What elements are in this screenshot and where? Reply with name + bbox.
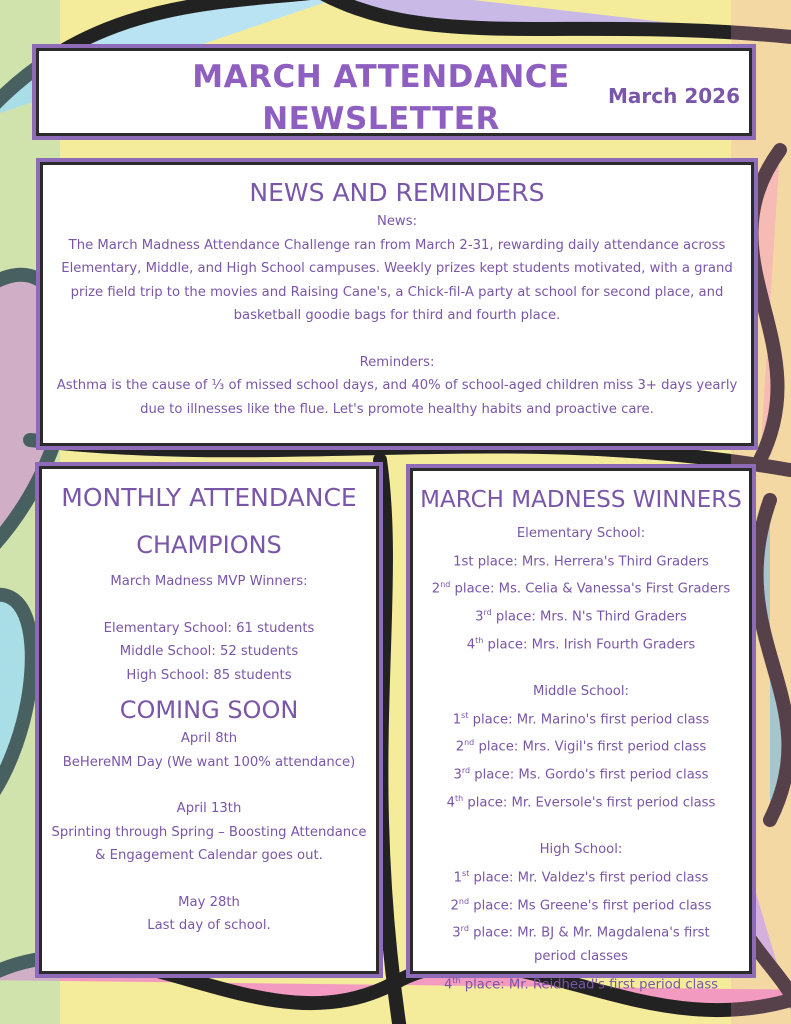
text-span: 3 — [475, 609, 484, 625]
text-span: 3 — [452, 925, 461, 941]
text-span: place: Ms. Gordo's first period class — [470, 767, 709, 783]
text-span: 1st — [453, 553, 474, 569]
high-label: High School: — [539, 842, 623, 858]
mvp-middle: Middle School: 52 students — [119, 644, 299, 659]
winner-row — [412, 704, 750, 732]
event-text: Last day of school. — [147, 918, 271, 933]
newsletter-title — [186, 56, 576, 140]
text-span: nd — [464, 738, 475, 748]
elementary-label: Elementary School: — [516, 526, 646, 541]
mvp-label: March Madness MVP Winners: — [110, 574, 308, 589]
event-text: BeHereNM Day (We want 100% attendance) — [62, 754, 356, 770]
text-span: place: Mrs. Vigil's first period class — [474, 739, 707, 755]
news-text: The March Madness Attendance Challenge ran from March 2-31, rewarding daily attendance across Elementary, Middle, and High School campuses. Weekly prizes kept students motivated, with a grand prize field trip to the movies and Raising Cane's, a Chick-fil-A party at school for second place, and basketball goodie bags for third and fourth place. — [61, 237, 733, 323]
text-span: rd — [461, 766, 471, 776]
champions-title-line-2: CHAMPIONS — [136, 531, 282, 559]
march-madness-winners-box — [406, 464, 756, 993]
winner-row — [412, 573, 750, 601]
event-item — [45, 891, 373, 938]
text-span: st — [461, 710, 469, 720]
winner-row — [412, 969, 750, 997]
text-span: 1 — [452, 711, 462, 727]
winner-row — [412, 862, 750, 890]
text-span: 2 — [450, 897, 459, 913]
event-item — [45, 797, 373, 868]
newsletter-date: March 2026 — [608, 84, 740, 108]
text-span: place: Mr. Valdez's first period class — [469, 870, 709, 886]
event-text: Sprinting through Spring – Boosting Attendance & Engagement Calendar goes out. — [51, 824, 367, 863]
mvp-elementary: Elementary School: 61 students — [103, 620, 315, 636]
text-span: place: Mr. BJ & Mr. Magdalena's first period classes — [468, 925, 710, 965]
reminders-text: Asthma is the cause of ⅓ of missed school days, and 40% of school-aged children miss 3+ days yearly due to illnesses like the flue. Let's promote healthy habits and proactive care. — [56, 378, 738, 417]
text-span: th — [475, 636, 484, 646]
text-span: place: Mr. Marino's first period class — [468, 711, 710, 727]
title-line-2: NEWSLETTER — [262, 101, 500, 137]
coming-soon-title: COMING SOON — [119, 696, 299, 724]
news-and-reminders-box — [36, 158, 758, 450]
text-span: th — [454, 794, 464, 804]
text-span: place: Ms Greene's first period class — [469, 897, 712, 913]
event-date: April 13th — [176, 801, 242, 816]
text-span: 3 — [453, 767, 462, 783]
event-date: May 28th — [178, 894, 240, 910]
attendance-champions-box — [35, 462, 383, 978]
winner-row — [412, 601, 750, 629]
text-span: nd — [440, 580, 451, 590]
text-span: rd — [483, 608, 492, 618]
winner-row — [412, 731, 750, 759]
text-span: th — [452, 975, 461, 985]
champions-title-line-1: MONTHLY ATTENDANCE — [61, 483, 357, 512]
text-span: place: Ms. Celia & Vanessa's First Graders — [450, 581, 731, 597]
text-span: place: Mr. Eversole's first period class — [463, 795, 716, 811]
text-span: place: Mr. Reidhead's first period class — [460, 977, 719, 993]
text-span: place: Mrs. N's Third Graders — [491, 609, 687, 625]
text-span: 1 — [453, 870, 463, 886]
text-span: st — [462, 868, 470, 878]
winner-row — [412, 759, 750, 787]
title-line-1: MARCH ATTENDANCE — [192, 59, 570, 95]
event-item — [45, 727, 373, 774]
winners-title: MARCH MADNESS WINNERS — [420, 487, 742, 513]
text-span: 4 — [466, 637, 476, 653]
text-span: place: Mrs. Irish Fourth Graders — [483, 637, 696, 653]
middle-label: Middle School: — [533, 684, 629, 700]
news-title: NEWS AND REMINDERS — [249, 178, 545, 207]
winner-row — [412, 629, 750, 657]
text-span: 2 — [431, 581, 441, 597]
news-label: News: — [376, 214, 418, 229]
text-span: rd — [460, 924, 469, 934]
winner-row — [412, 546, 750, 574]
text-span: nd — [458, 896, 470, 906]
coming-soon-list — [45, 727, 373, 938]
text-span: 2 — [455, 739, 465, 755]
reminders-label: Reminders: — [359, 354, 435, 370]
mvp-high: High School: 85 students — [126, 667, 292, 683]
text-span: 4 — [443, 977, 453, 993]
text-span: place: Mrs. Herrera's Third Graders — [473, 553, 709, 569]
winner-row — [412, 890, 750, 918]
header-box — [32, 44, 756, 140]
text-span: 4 — [446, 795, 455, 811]
winner-row — [412, 787, 750, 815]
event-date: April 8th — [180, 731, 238, 746]
winner-row — [412, 917, 750, 968]
